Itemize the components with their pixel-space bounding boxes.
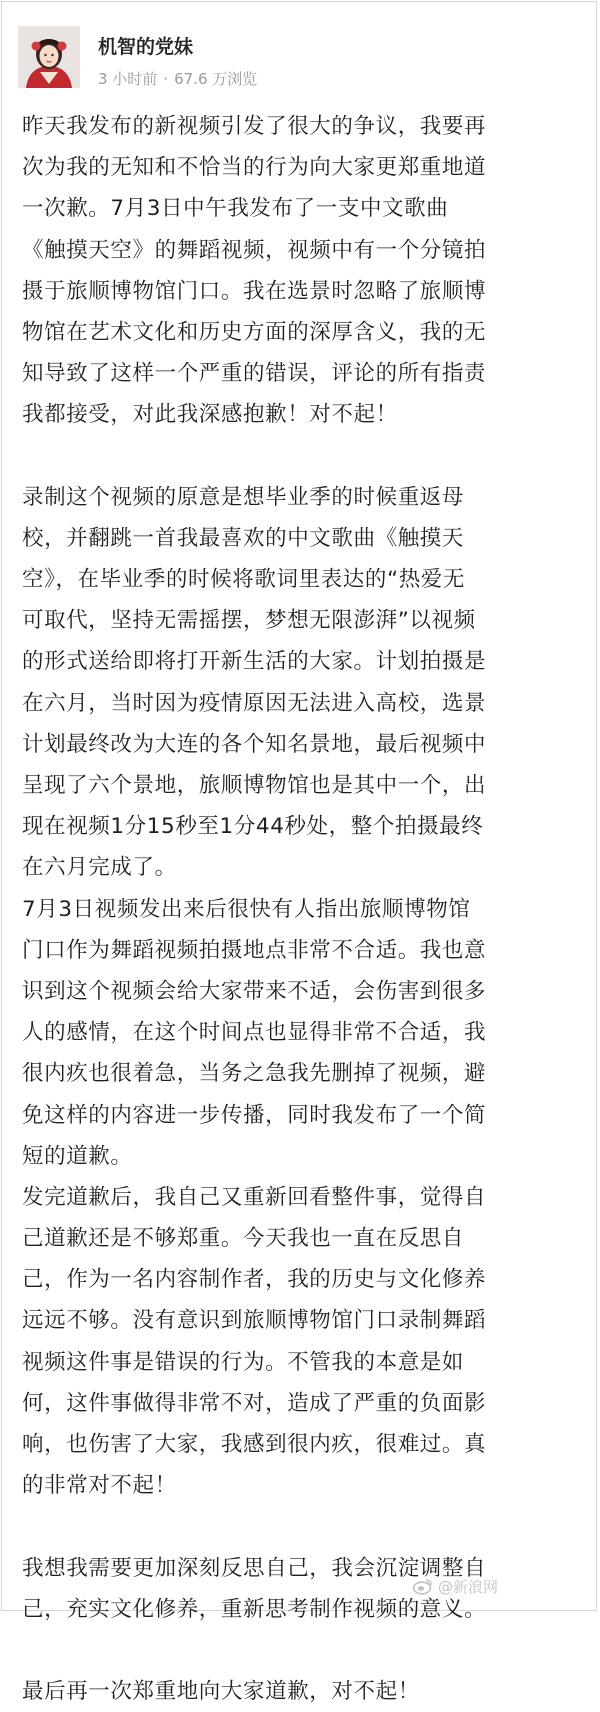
text-line: 校，并翻跳一首我最喜欢的中文歌曲《触摸天 [22, 525, 465, 551]
text-line: 门口作为舞蹈视频拍摄地点非常不合适。我也意 [22, 937, 487, 963]
text-line: 的非常对不起！ [22, 1473, 177, 1499]
text-line: 昨天我发布的新视频引发了很大的争议，我要再 [22, 114, 487, 139]
author-name[interactable]: 机智的党妹 [98, 36, 194, 58]
post-time: 3 小时前 [98, 70, 158, 88]
text-line: 何，这件事做得非常不对，造成了严重的负面影 [22, 1390, 487, 1416]
paragraph-2 [22, 477, 582, 1507]
text-line: 人的感情，在这个时间点也显得非常不合适，我 [22, 1020, 487, 1046]
text-line: 免这样的内容进一步传播，同时我发布了一个简 [22, 1102, 487, 1128]
avatar[interactable] [18, 26, 80, 88]
text-line: 视频这件事是错误的行为。不管我的本意是如 [22, 1349, 465, 1375]
view-count: 67.6 万浏览 [174, 70, 258, 88]
text-line: 己，充实文化修养，重新思考制作视频的意义。 [22, 1596, 487, 1622]
text-line: 物馆在艺术文化和历史方面的深厚含义，我的无 [22, 319, 487, 345]
text-line: 7月3日视频发出来后很快有人指出旅顺博物馆 [22, 896, 471, 922]
text-line: 摄于旅顺博物馆门口。我在选景时忽略了旅顺博 [22, 278, 487, 304]
paragraph-1 [22, 106, 582, 436]
text-line: 录制这个视频的原意是想毕业季的时候重返母 [22, 484, 465, 510]
text-line: 知导致了这样一个严重的错误，评论的所有指责 [22, 361, 487, 387]
text-line: 的形式送给即将打开新生活的大家。计划拍摄是 [22, 649, 487, 675]
text-line: 响，也伤害了大家，我感到很内疚，很难过。真 [22, 1432, 487, 1457]
text-line: 我想我需要更加深刻反思自己，我会沉淀调整自 [22, 1555, 487, 1581]
paragraph-gap [22, 1506, 582, 1547]
paragraph-4 [22, 1671, 582, 1712]
post-meta [98, 68, 257, 89]
text-line: 己，作为一名内容制作者，我的历史与文化修养 [22, 1267, 487, 1293]
text-line: 远远不够。没有意识到旅顺博物馆门口录制舞蹈 [22, 1308, 487, 1334]
avatar-photo-icon [18, 26, 80, 88]
text-line: 空》，在毕业季的时候将歌词里表达的“热爱无 [22, 567, 465, 593]
paragraph-gap [22, 436, 582, 477]
text-line: 己道歉还是不够郑重。今天我也一直在反思自 [22, 1226, 465, 1252]
text-line: 计划最终改为大连的各个知名景地，最后视频中 [22, 731, 487, 757]
text-line: 次为我的无知和不恰当的行为向大家更郑重地道 [22, 155, 487, 181]
text-line: 最后再一次郑重地向大家道歉，对不起！ [22, 1679, 420, 1705]
text-line: 可取代，坚持无需摇摆，梦想无限澎湃”以视频 [22, 608, 476, 634]
text-line: 我都接受，对此我深感抱歉！对不起！ [22, 402, 398, 428]
text-line: 在六月，当时因为疫情原因无法进入高校，选景 [22, 690, 487, 716]
text-line: 在六月完成了。 [22, 855, 177, 881]
weibo-icon [412, 1577, 434, 1595]
text-line: 发完道歉后，我自己又重新回看整件事，觉得自 [22, 1184, 487, 1210]
post-body [22, 106, 582, 1712]
meta-separator: · [163, 70, 169, 88]
text-line: 现在视频1分15秒至1分44秒处，整个拍摄最终 [22, 814, 484, 840]
text-line: 很内疚也很着急，当务之急我先删掉了视频，避 [22, 1061, 487, 1087]
text-line: 短的道歉。 [22, 1143, 133, 1169]
text-line: 一次歉。7月3日中午我发布了一支中文歌曲 [22, 196, 449, 222]
text-line: 《触摸天空》的舞蹈视频，视频中有一个分镜拍 [22, 237, 487, 263]
post-header [0, 0, 600, 100]
watermark [412, 1572, 498, 1600]
text-line: 呈现了六个景地，旅顺博物馆也是其中一个，出 [22, 773, 487, 798]
text-line: 识到这个视频会给大家带来不适，会伤害到很多 [22, 978, 487, 1004]
watermark-text: @新浪网 [438, 1577, 499, 1596]
paragraph-gap [22, 1630, 582, 1671]
